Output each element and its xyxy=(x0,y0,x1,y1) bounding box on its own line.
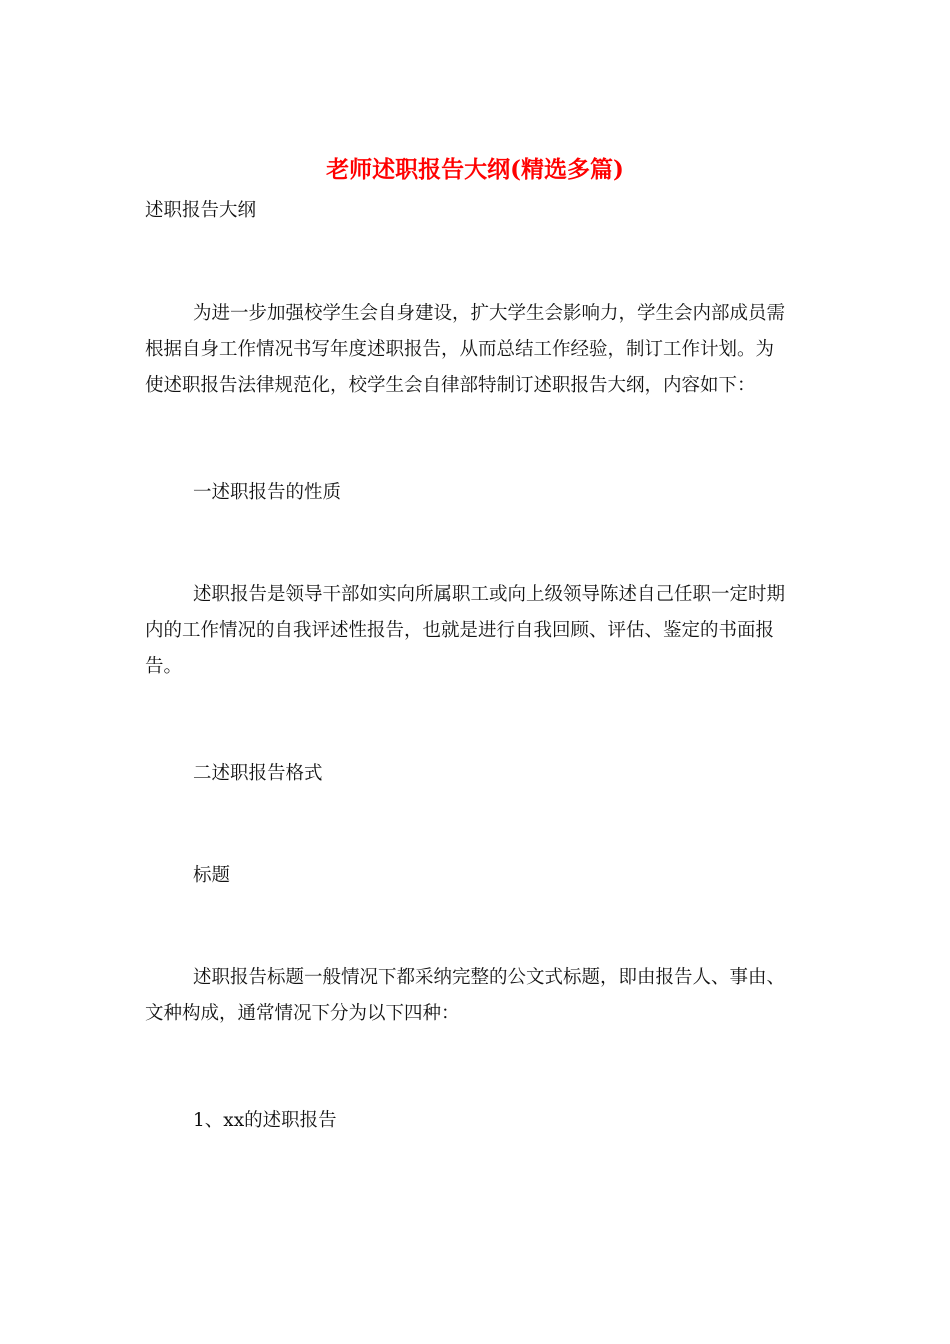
paragraph-line: 告。 xyxy=(145,656,183,677)
paragraph-line: 内的工作情况的自我评述性报告，也就是进行自我回顾、评估、鉴定的书面报 xyxy=(145,620,775,641)
section-heading-nature xyxy=(145,475,810,511)
section-heading-format xyxy=(145,756,810,792)
section-heading-line: 一述职报告的性质 xyxy=(193,482,342,503)
section-heading-line: 二述职报告格式 xyxy=(193,763,323,784)
paragraph-intro xyxy=(145,296,810,404)
paragraph-nature xyxy=(145,577,810,685)
document-subtitle xyxy=(145,193,810,229)
paragraph-line: 述职报告是领导干部如实向所属职工或向上级领导陈述自己任职一定时期 xyxy=(193,584,786,605)
paragraph-line: 为进一步加强校学生会自身建设，扩大学生会影响力，学生会内部成员需 xyxy=(193,303,786,324)
subtitle-line: 述职报告大纲 xyxy=(145,200,257,221)
subheading-line: 标题 xyxy=(193,865,231,886)
paragraph-line: 根据自身工作情况书写年度述职报告，从而总结工作经验，制订工作计划。为 xyxy=(145,339,775,360)
list-item-1 xyxy=(145,1103,810,1139)
paragraph-line: 使述职报告法律规范化，校学生会自律部特制订述职报告大纲，内容如下： xyxy=(145,375,756,396)
document-title: 老师述职报告大纲(精选多篇) xyxy=(326,156,624,183)
paragraph-title-format xyxy=(145,960,810,1032)
paragraph-line: 述职报告标题一般情况下都采纳完整的公文式标题，即由报告人、事由、 xyxy=(193,967,786,988)
paragraph-line: 文种构成，通常情况下分为以下四种： xyxy=(145,1003,460,1024)
subheading-title xyxy=(145,858,810,894)
list-item-line: 1、xx的述职报告 xyxy=(193,1110,337,1131)
